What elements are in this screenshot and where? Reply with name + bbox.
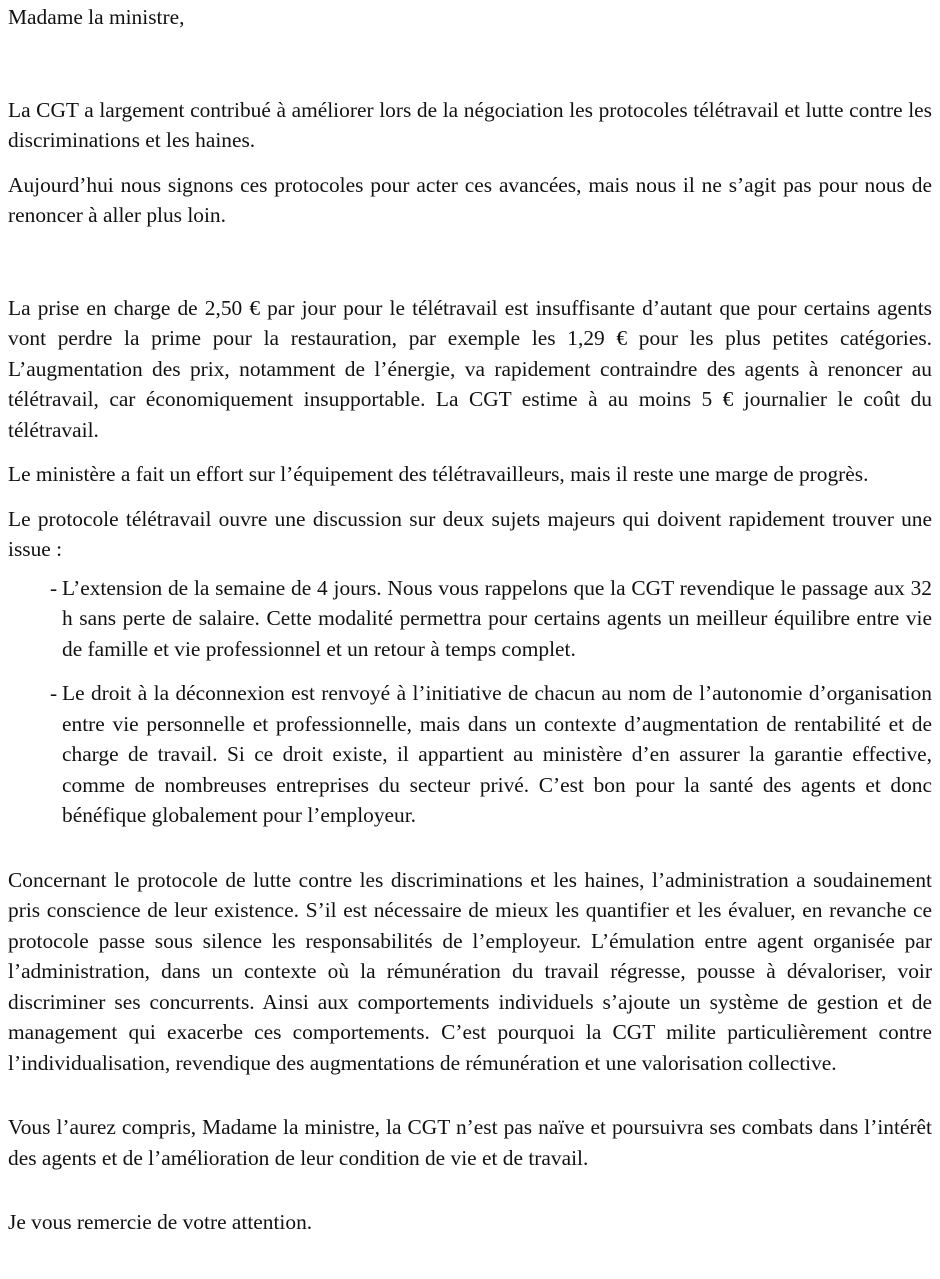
bullet-dash: - [50,681,58,705]
paragraph-signature-protocols: Aujourd’hui nous signons ces protocoles pour acter ces avancées, mais nous il ne s’agit pas pour nous de renoncer à aller plus loin. [8,172,932,227]
salutation: Madame la ministre, [8,5,185,29]
bullet-item-right-to-disconnect [8,678,932,831]
letter-body [8,0,932,1238]
bullet-dash: - [50,575,58,600]
bullet-text: L’extension de la semaine de 4 jours. Nous vous rappelons que la CGT revendique le passage aux 32 h sans perte de salaire. Cette modalité permettra pour certains agents un meilleur équilibre entre vie de famille et vie professionnel et un retour à temps complet. [62,575,932,661]
paragraph-equipment: Le ministère a fait un effort sur l’équipement des télétravailleurs, mais il reste une marge de progrès. [8,462,869,486]
paragraph-two-subjects: Le protocole télétravail ouvre une discussion sur deux sujets majeurs qui doivent rapidement trouver une issue : [8,506,932,561]
paragraph-contribution: La CGT a largement contribué à améliorer lors de la négociation les protocoles télétravail et lutte contre les discriminations et les haines. [8,97,932,152]
closing-line: Je vous remercie de votre attention. [8,1210,313,1234]
bullet-item-four-day-week [8,573,932,665]
bullet-text: Le droit à la déconnexion est renvoyé à l’initiative de chacun au nom de l’autonomie d’organisation entre vie personnelle et professionnelle, mais dans un contexte d’augmentation de rentabilité et de charge de travail. Si ce droit existe, il appartient au ministère d’en assurer la garantie effective, comme de nombreuses entreprises du secteur privé. C’est bon pour la santé des agents et donc bénéfique globalement pour l’employeur. [62,681,932,827]
paragraph-telework-allowance: La prise en charge de 2,50 € par jour pour le télétravail est insuffisante d’autant que pour certains agents vont perdre la prime pour la restauration, par exemple les 1,29 € pour les plus petites catégories. L’augmentation des prix, notamment de l’énergie, va rapidement contraindre des agents à renoncer au télétravail, car économiquement insupportable. La CGT estime à au moins 5 € journalier le coût du télétravail. [8,295,932,442]
paragraph-conclusion: Vous l’aurez compris, Madame la ministre, la CGT n’est pas naïve et poursuivra ses combats dans l’intérêt des agents et de l’amélioration de leur condition de vie et de travail. [8,1115,932,1170]
bullet-list [8,573,932,831]
paragraph-discrimination-protocol: Concernant le protocole de lutte contre les discriminations et les haines, l’administration a soudainement pris conscience de leur existence. S’il est nécessaire de mieux les quantifier et les évaluer, en revanche ce protocole passe sous silence les responsabilités de l’employeur. L’émulation entre agent organisée par l’administration, dans un contexte où la rémunération du travail régresse, pousse à dévaloriser, voir discriminer ses concurrents. Ainsi aux comportements individuels s’ajoute un système de gestion et de management qui exacerbe ces comportements. C’est pourquoi la CGT milite particulièrement contre l’individualisation, revendique des augmentations de rémunération et une valorisation collective. [8,867,932,1075]
